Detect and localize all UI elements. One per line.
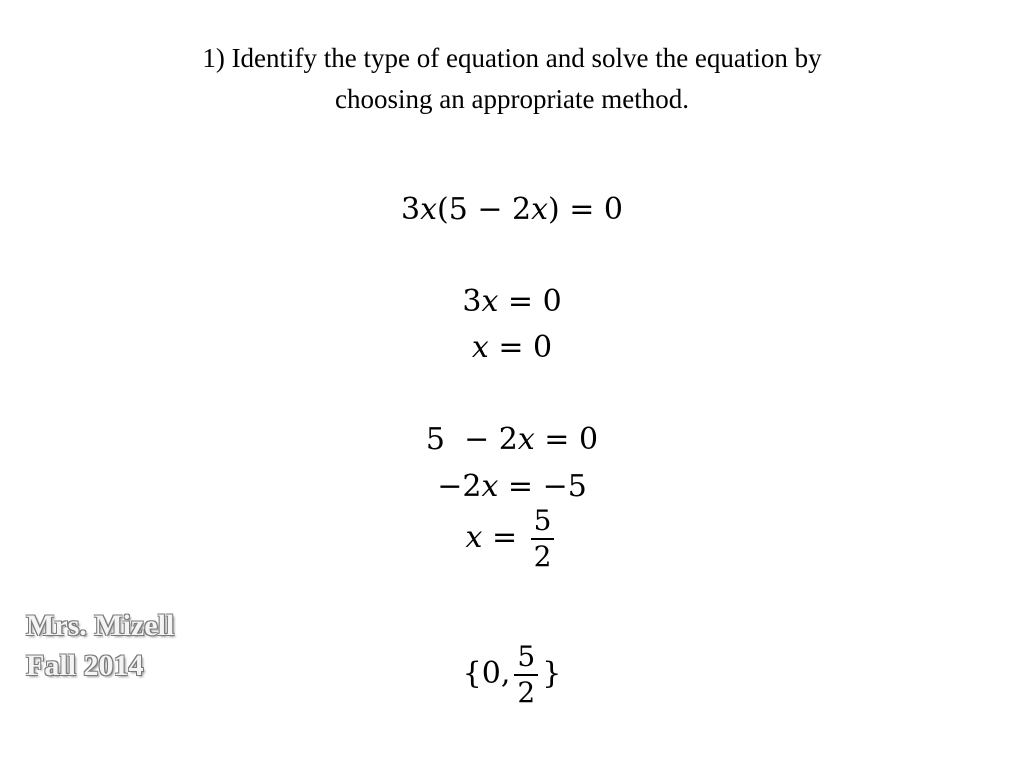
eq-var: x: [471, 330, 489, 365]
author-watermark: [26, 606, 174, 686]
fraction: [514, 642, 538, 708]
fraction-numerator: 5: [514, 642, 538, 676]
prompt-line-1: 1) Identify the type of equation and solve the equation by: [202, 43, 822, 73]
eq-part: = 0: [498, 284, 562, 319]
original-equation: [0, 190, 1024, 230]
problem-prompt: [60, 38, 964, 120]
eq-coeff: 3: [462, 284, 482, 319]
eq-var: x: [465, 520, 483, 555]
set-open: {0,: [462, 656, 511, 691]
eq-var: x: [517, 422, 535, 457]
fraction: [531, 506, 555, 572]
fraction-denominator: 2: [517, 676, 536, 709]
eq-part: 5 − 2: [425, 422, 518, 457]
fraction-numerator: 5: [531, 506, 555, 540]
watermark-name: Mrs. Mizell: [26, 609, 175, 642]
factor2-step: [0, 467, 1024, 507]
prompt-line-2: choosing an appropriate method.: [335, 84, 689, 114]
eq-var: x: [481, 284, 499, 319]
eq-part: −2: [437, 469, 482, 504]
watermark-term: Fall 2014: [26, 649, 144, 682]
factor2-solution: [0, 506, 1024, 572]
eq-part: = −5: [498, 469, 587, 504]
eq-var: x: [481, 469, 499, 504]
set-close: }: [542, 656, 562, 691]
eq-var: x: [531, 192, 549, 227]
eq-part: (5 − 2: [437, 192, 532, 227]
fraction-denominator: 2: [533, 540, 552, 573]
factor2-equation: [0, 420, 1024, 460]
eq-part: ) = 0: [548, 192, 624, 227]
factor1-solution: [0, 328, 1024, 368]
eq-part: = 0: [534, 422, 599, 457]
factor1-equation: [0, 282, 1024, 322]
eq-part: =: [482, 520, 527, 555]
eq-var: x: [420, 192, 437, 227]
eq-part: = 0: [488, 330, 553, 365]
eq-coeff: 3: [400, 192, 421, 227]
